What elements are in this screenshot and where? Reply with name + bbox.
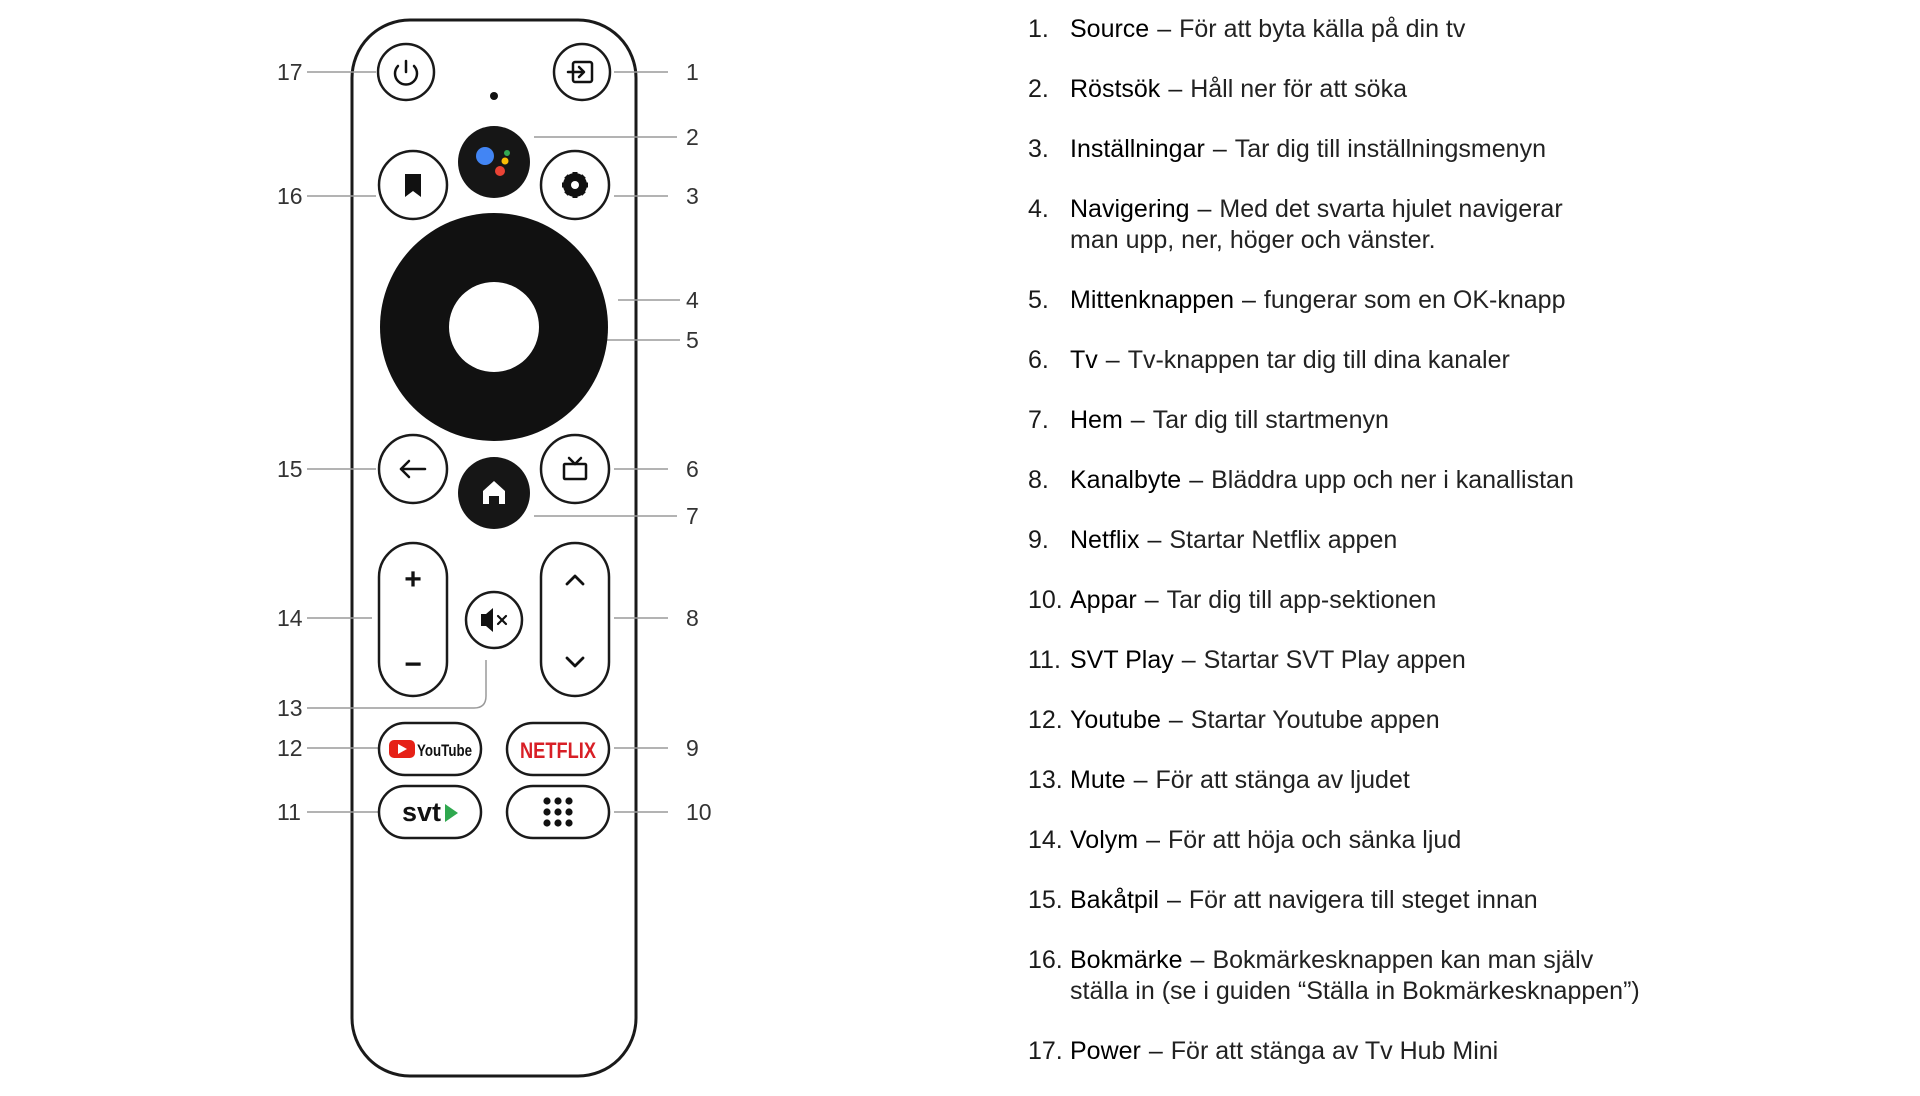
legend-dash: – [1242, 286, 1256, 314]
callout-5: 5 [686, 327, 699, 353]
legend-item [1028, 14, 1888, 45]
legend-dash: – [1189, 466, 1204, 494]
callout-1: 1 [686, 59, 699, 85]
legend-title: Kanalbyte [1070, 466, 1182, 494]
callout-10: 10 [686, 799, 712, 825]
legend-title: Röstsök [1070, 75, 1161, 103]
legend-title: Appar [1070, 586, 1137, 614]
legend-item [1028, 345, 1888, 376]
settings-button[interactable] [541, 151, 609, 219]
legend-dash: – [1157, 15, 1172, 43]
legend-dash: – [1166, 886, 1181, 914]
netflix-button[interactable] [507, 723, 609, 775]
voice-search-button[interactable] [458, 126, 530, 198]
legend-description: Håll ner för att söka [1190, 75, 1407, 103]
home-button[interactable] [458, 457, 530, 529]
callout-9: 9 [686, 735, 699, 761]
legend-item [1028, 285, 1888, 316]
legend-title: Source [1070, 15, 1150, 43]
callout-8: 8 [686, 605, 699, 631]
legend-dash: – [1197, 195, 1212, 223]
legend-description: Bokmärkesknappen kan man själv [1212, 946, 1594, 974]
legend-title: Volym [1070, 826, 1139, 854]
legend-number: 6. [1028, 346, 1049, 374]
legend-title: Power [1070, 1037, 1141, 1065]
legend-dash: – [1144, 586, 1159, 614]
legend-item [1028, 465, 1888, 496]
callout-3: 3 [686, 183, 699, 209]
callout-2: 2 [686, 124, 699, 150]
legend-title: SVT Play [1070, 646, 1174, 674]
legend-description: Bläddra upp och ner i kanallistan [1211, 466, 1574, 494]
callout-15: 15 [277, 456, 303, 482]
legend-description: För att stänga av Tv Hub Mini [1170, 1037, 1499, 1065]
button-legend [1028, 14, 1888, 1096]
legend-item [1028, 525, 1888, 556]
legend-dash: – [1133, 766, 1148, 794]
legend-item [1028, 1036, 1888, 1067]
legend-number: 1. [1028, 15, 1049, 43]
mute-button[interactable] [466, 592, 522, 648]
legend-number: 2. [1028, 75, 1049, 103]
back-button[interactable] [379, 435, 447, 503]
youtube-label: YouTube [417, 741, 472, 760]
legend-title: Inställningar [1070, 135, 1205, 163]
legend-item [1028, 705, 1888, 736]
legend-item [1028, 825, 1888, 856]
legend-description: Tar dig till startmenyn [1152, 406, 1389, 434]
volume-up-button[interactable]: + [404, 563, 422, 596]
legend-dash: – [1181, 646, 1196, 674]
legend-number: 17. [1028, 1037, 1063, 1065]
legend-number: 16. [1028, 946, 1063, 974]
callout-13: 13 [277, 695, 303, 721]
channel-rocker[interactable] [541, 543, 609, 696]
legend-description: Startar Youtube appen [1190, 706, 1440, 734]
legend-description: Tv-knappen tar dig till dina kanaler [1127, 346, 1510, 374]
callout-11: 11 [277, 799, 301, 825]
legend-description: Tar dig till app-sektionen [1166, 586, 1437, 614]
legend-dash: – [1105, 346, 1120, 374]
bookmark-button[interactable] [379, 151, 447, 219]
legend-number: 4. [1028, 195, 1049, 223]
legend-dash: – [1146, 826, 1160, 854]
apps-grid-icon [543, 797, 572, 826]
legend-description: Med det svarta hjulet navigerar [1219, 195, 1563, 223]
volume-down-button[interactable]: − [404, 648, 422, 681]
legend-item [1028, 194, 1888, 256]
legend-title: Navigering [1070, 195, 1190, 223]
svt-label: svt [402, 797, 442, 827]
legend-item [1028, 765, 1888, 796]
svt-play-button[interactable] [379, 786, 481, 838]
microphone-dot [490, 92, 498, 100]
legend-dash: – [1168, 75, 1183, 103]
legend-number: 5. [1028, 286, 1049, 314]
callout-7: 7 [686, 503, 699, 529]
legend-description: För att byta källa på din tv [1179, 15, 1466, 43]
legend-title: Tv [1070, 346, 1098, 374]
power-button[interactable] [378, 44, 434, 100]
callout-4: 4 [686, 287, 699, 313]
legend-dash: – [1148, 1037, 1163, 1065]
center-ok-button[interactable] [449, 282, 539, 372]
legend-dash: – [1130, 406, 1145, 434]
callout-12: 12 [277, 735, 303, 761]
apps-button[interactable] [507, 786, 609, 838]
legend-number: 3. [1028, 135, 1049, 163]
legend-title: Netflix [1070, 526, 1140, 554]
legend-description: För att stänga av ljudet [1155, 766, 1410, 794]
legend-description-line2: man upp, ner, höger och vänster. [1070, 226, 1436, 254]
legend-dash: – [1212, 135, 1227, 163]
legend-number: 11. [1028, 646, 1061, 674]
legend-item [1028, 945, 1888, 1007]
callout-6: 6 [686, 456, 699, 482]
legend-item [1028, 645, 1888, 676]
tv-button[interactable] [541, 435, 609, 503]
legend-dash: – [1190, 946, 1205, 974]
legend-title: Mute [1070, 766, 1126, 794]
callout-16: 16 [277, 183, 303, 209]
youtube-logo [389, 740, 472, 760]
legend-number: 9. [1028, 526, 1049, 554]
callout-17: 17 [277, 59, 303, 85]
volume-rocker[interactable] [379, 543, 447, 696]
legend-item [1028, 134, 1888, 165]
legend-number: 14. [1028, 826, 1063, 854]
legend-number: 8. [1028, 466, 1049, 494]
legend-description: För att navigera till steget innan [1188, 886, 1538, 914]
legend-number: 13. [1028, 766, 1063, 794]
legend-description-line2: ställa in (se i guiden “Ställa in Bokmärkesknappen”) [1070, 977, 1640, 1005]
legend-title: Bakåtpil [1070, 886, 1159, 914]
legend-item [1028, 74, 1888, 105]
source-button[interactable] [554, 44, 610, 100]
legend-description: Startar SVT Play appen [1203, 646, 1466, 674]
legend-title: Mittenknappen [1070, 286, 1235, 314]
legend-title: Hem [1070, 406, 1123, 434]
legend-description: Tar dig till inställningsmenyn [1234, 135, 1546, 163]
legend-number: 7. [1028, 406, 1049, 434]
legend-item [1028, 405, 1888, 436]
legend-item [1028, 885, 1888, 916]
callout-14: 14 [277, 605, 303, 631]
legend-description: fungerar som en OK-knapp [1263, 286, 1566, 314]
legend-number: 15. [1028, 886, 1063, 914]
legend-title: Bokmärke [1070, 946, 1183, 974]
legend-description: För att höja och sänka ljud [1168, 826, 1462, 854]
remote-diagram [0, 0, 760, 1080]
youtube-button[interactable] [379, 723, 481, 775]
legend-description: Startar Netflix appen [1169, 526, 1398, 554]
legend-number: 10. [1028, 586, 1063, 614]
legend-number: 12. [1028, 706, 1063, 734]
legend-title: Youtube [1070, 706, 1161, 734]
legend-item [1028, 585, 1888, 616]
legend-dash: – [1147, 526, 1162, 554]
netflix-label: NETFLIX [520, 738, 597, 763]
legend-dash: – [1168, 706, 1183, 734]
